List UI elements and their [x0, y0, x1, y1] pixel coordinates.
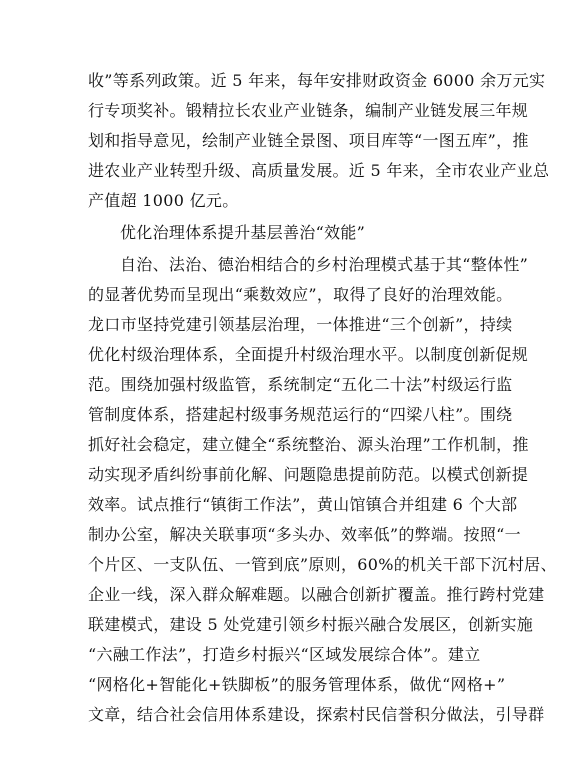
text-line: 联建模式，建设 5 处党建引领乡村振兴融合发展区，创新实施: [88, 615, 534, 634]
text-line: 收”等系列政策。近 5 年来，每年安排财政资金 6000 余万元实: [88, 71, 546, 90]
text-line: 动实现矛盾纠纷事前化解、问题隐患提前防范。以模式创新提: [88, 465, 529, 484]
text-line: 文章，结合社会信用体系建设，探索村民信誉积分做法，引导群: [88, 705, 545, 724]
text-line: 龙口市坚持党建引领基层治理，一体推进“三个创新”，持续: [88, 315, 513, 334]
text-line: 效率。试点推行“镇街工作法”，黄山馆镇合并组建 6 个大部: [88, 495, 518, 514]
text-line: 的显著优势而呈现出“乘数效应”，取得了良好的治理效能。: [88, 285, 513, 304]
text-line: “六融工作法”，打造乡村振兴“区域发展综合体”。建立: [88, 645, 481, 664]
text-line: 范。围绕加强村级监管，系统制定“五化二十法”村级运行监: [88, 375, 513, 394]
text-line: 划和指导意见，绘制产业链全景图、项目库等“一图五库”，推: [88, 131, 529, 150]
text-line: 制办公室，解决关联事项“多头办、效率低”的弊端。按照“一: [88, 525, 521, 544]
text-line: 进农业产业转型升级、高质量发展。近 5 年来，全市农业产业总: [88, 161, 550, 180]
text-line: 管制度体系，搭建起村级事务规范运行的“四梁八柱”。围绕: [88, 405, 513, 424]
text-line: 优化村级治理体系，全面提升村级治理水平。以制度创新促规: [88, 345, 529, 364]
text-line: 行专项奖补。锻精拉长农业产业链条，编制产业链发展三年规: [88, 101, 529, 120]
text-line: 产值超 1000 亿元。: [88, 191, 239, 210]
text-line: 企业一线，深入群众解难题。以融合创新扩覆盖。推行跨村党建: [88, 585, 545, 604]
section-heading: 优化治理体系提升基层善治“效能”: [120, 223, 366, 242]
text-line: 个片区、一支队伍、一管到底”原则，60%的机关干部下沉村居、: [88, 555, 557, 574]
text-line: 自治、法治、德治相结合的乡村治理模式基于其“整体性”: [120, 255, 529, 274]
text-line: 抓好社会稳定，建立健全“系统整治、源头治理”工作机制，推: [88, 435, 529, 454]
text-line: “网格化+智能化+铁脚板”的服务管理体系，做优“网格+”: [88, 675, 506, 694]
